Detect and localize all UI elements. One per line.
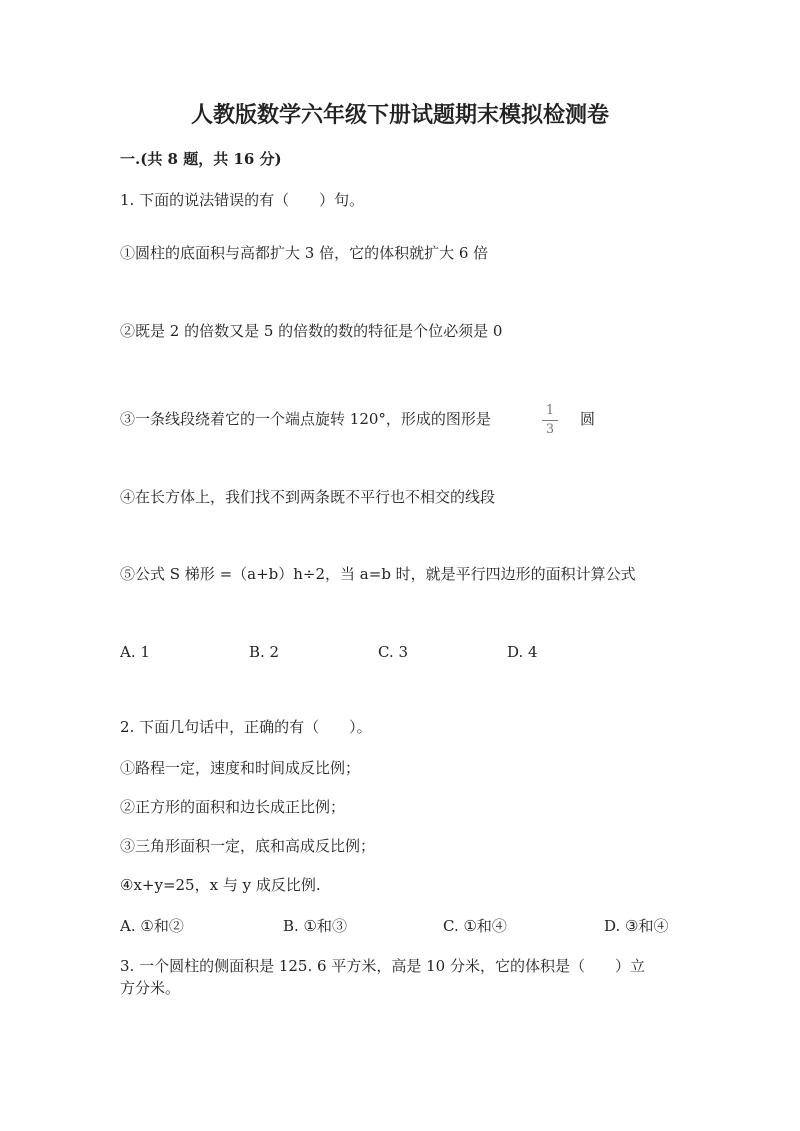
question-1-stem: 1. 下面的说法错误的有（ ）句。 <box>120 191 365 209</box>
question-2-statement-3: ③三角形面积一定，底和高成反比例； <box>120 837 376 855</box>
fraction-denominator: 3 <box>545 422 555 437</box>
question-1-statement-3-suffix: 圆 <box>580 410 596 428</box>
fraction-numerator: 1 <box>545 403 555 418</box>
fraction-one-third <box>540 403 560 438</box>
question-1-statement-1: ①圆柱的底面积与高都扩大 3 倍，它的体积就扩大 6 倍 <box>120 244 489 262</box>
section-heading: 一.(共 8 题，共 16 分) <box>120 150 282 168</box>
question-1-option-d: D. 4 <box>507 643 538 661</box>
fraction-bar <box>542 420 558 421</box>
question-2-option-d: D. ③和④ <box>604 917 669 935</box>
question-2-statement-2: ②正方形的面积和边长成正比例； <box>120 798 346 816</box>
question-1-option-b: B. 2 <box>249 643 280 661</box>
question-2-option-b: B. ①和③ <box>283 917 348 935</box>
question-1-statement-3: ③一条线段绕着它的一个端点旋转 120°，形成的图形是 <box>120 410 491 428</box>
page-title: 人教版数学六年级下册试题期末模拟检测卷 <box>190 102 609 128</box>
question-3-line-2: 方分米。 <box>120 979 181 997</box>
question-1-option-a: A. 1 <box>120 643 150 661</box>
question-3-line-1: 3. 一个圆柱的侧面积是 125. 6 平方米，高是 10 分米，它的体积是（ ）立 <box>120 957 645 975</box>
question-1-statement-4: ④在长方体上，我们找不到两条既不平行也不相交的线段 <box>120 488 496 506</box>
question-1-option-c: C. 3 <box>378 643 409 661</box>
question-1-statement-2: ②既是 2 的倍数又是 5 的倍数的数的特征是个位必须是 0 <box>120 322 503 340</box>
question-2-stem: 2. 下面几句话中，正确的有（ ）。 <box>120 718 372 736</box>
question-2-statement-4: ④x+y=25，x 与 y 成反比例. <box>120 876 321 894</box>
question-2-statement-1: ①路程一定，速度和时间成反比例； <box>120 759 361 777</box>
question-1-statement-5: ⑤公式 S 梯形 =（a+b）h÷2，当 a=b 时，就是平行四边形的面积计算公式 <box>120 565 636 583</box>
question-2-option-a: A. ①和② <box>120 917 184 935</box>
question-2-option-c: C. ①和④ <box>443 917 507 935</box>
